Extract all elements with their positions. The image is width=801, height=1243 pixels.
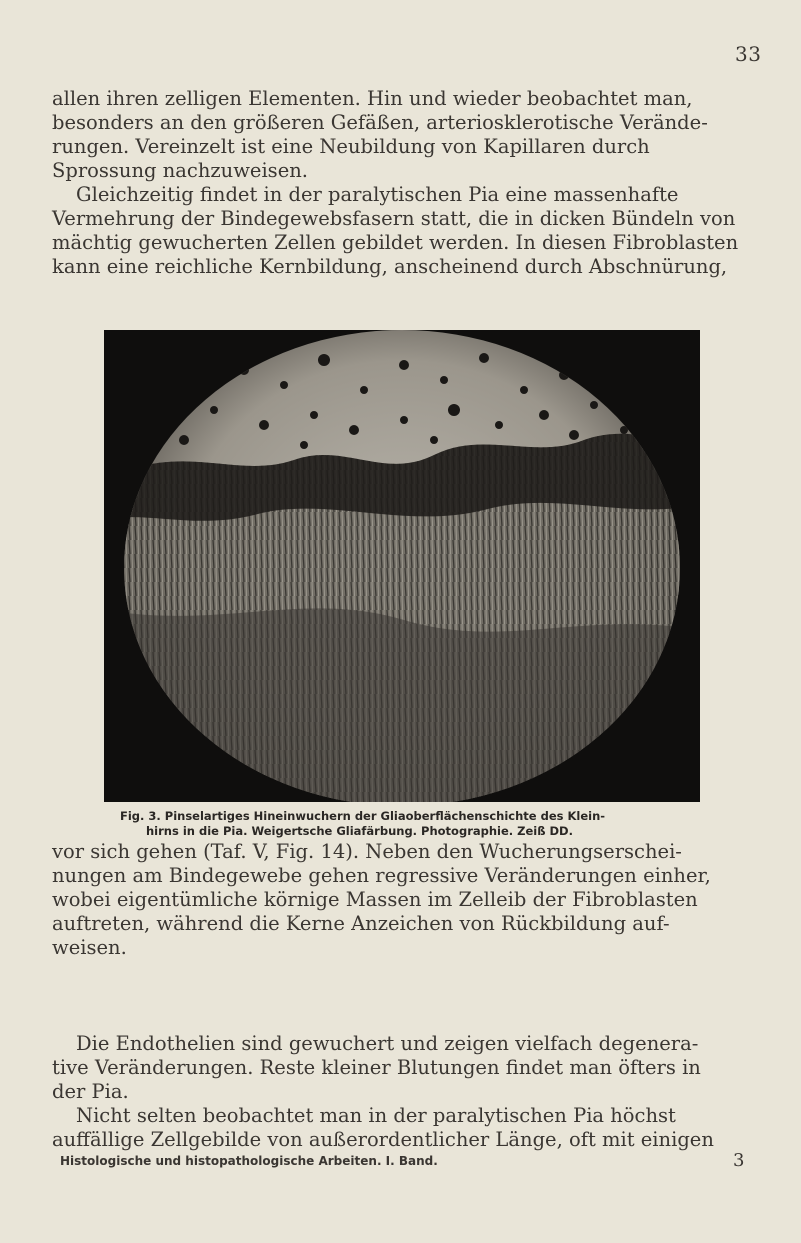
text-line: besonders an den größeren Gefäßen, arteriosklerotische Verände- (52, 111, 708, 134)
text-line: auftreten, während die Kerne Anzeichen von Rückbildung auf- (52, 912, 670, 935)
paragraph-2 (52, 183, 760, 279)
micrograph-figure (104, 330, 700, 802)
text-line: weisen. (52, 936, 127, 959)
text-line: der Pia. (52, 1080, 129, 1103)
text-line: mächtig gewucherten Zellen gebildet werden. In diesen Fibroblasten (52, 231, 739, 254)
page-number: 33 (735, 42, 762, 66)
paragraph-5 (52, 1104, 760, 1152)
paragraph-3 (52, 840, 760, 960)
text-line: wobei eigentümliche körnige Massen im Zelleib der Fibroblasten (52, 888, 698, 911)
text-line: Gleichzeitig findet in der paralytischen Pia eine massenhafte (76, 183, 679, 206)
text-line: auffällige Zellgebilde von außerordentlicher Länge, oft mit einigen (52, 1128, 714, 1151)
footer-signature-mark: 3 (733, 1150, 745, 1171)
text-line: Die Endothelien sind gewuchert und zeigen vielfach degenera- (76, 1032, 699, 1055)
footer-series-title: Histologische und histopathologische Arbeiten. I. Band. (60, 1154, 438, 1168)
text-line: rungen. Vereinzelt ist eine Neubildung von Kapillaren durch (52, 135, 650, 158)
text-line: Sprossung nachzuweisen. (52, 159, 308, 182)
caption-line: Fig. 3. Pinselartiges Hineinwuchern der Gliaoberflächenschichte des Klein- (120, 809, 606, 823)
text-line: Vermehrung der Bindegewebsfasern statt, die in dicken Bündeln von (52, 207, 736, 230)
text-line: allen ihren zelligen Elementen. Hin und wieder beobachtet man, (52, 87, 693, 110)
caption-line: hirns in die Pia. Weigertsche Gliafärbung. Photographie. Zeiß DD. (146, 824, 573, 838)
text-line: nungen am Bindegewebe gehen regressive Veränderungen einher, (52, 864, 711, 887)
paragraph-1 (52, 87, 760, 183)
text-line: vor sich gehen (Taf. V, Fig. 14). Neben den Wucherungserschei- (52, 840, 682, 863)
text-line: kann eine reichliche Kernbildung, anscheinend durch Abschnürung, (52, 255, 728, 278)
micrograph-image (104, 330, 700, 802)
text-line: tive Veränderungen. Reste kleiner Blutungen findet man öfters in (52, 1056, 701, 1079)
figure-caption (120, 809, 705, 839)
text-line: Nicht selten beobachtet man in der paralytischen Pia höchst (76, 1104, 676, 1127)
paragraph-4 (52, 1032, 760, 1104)
